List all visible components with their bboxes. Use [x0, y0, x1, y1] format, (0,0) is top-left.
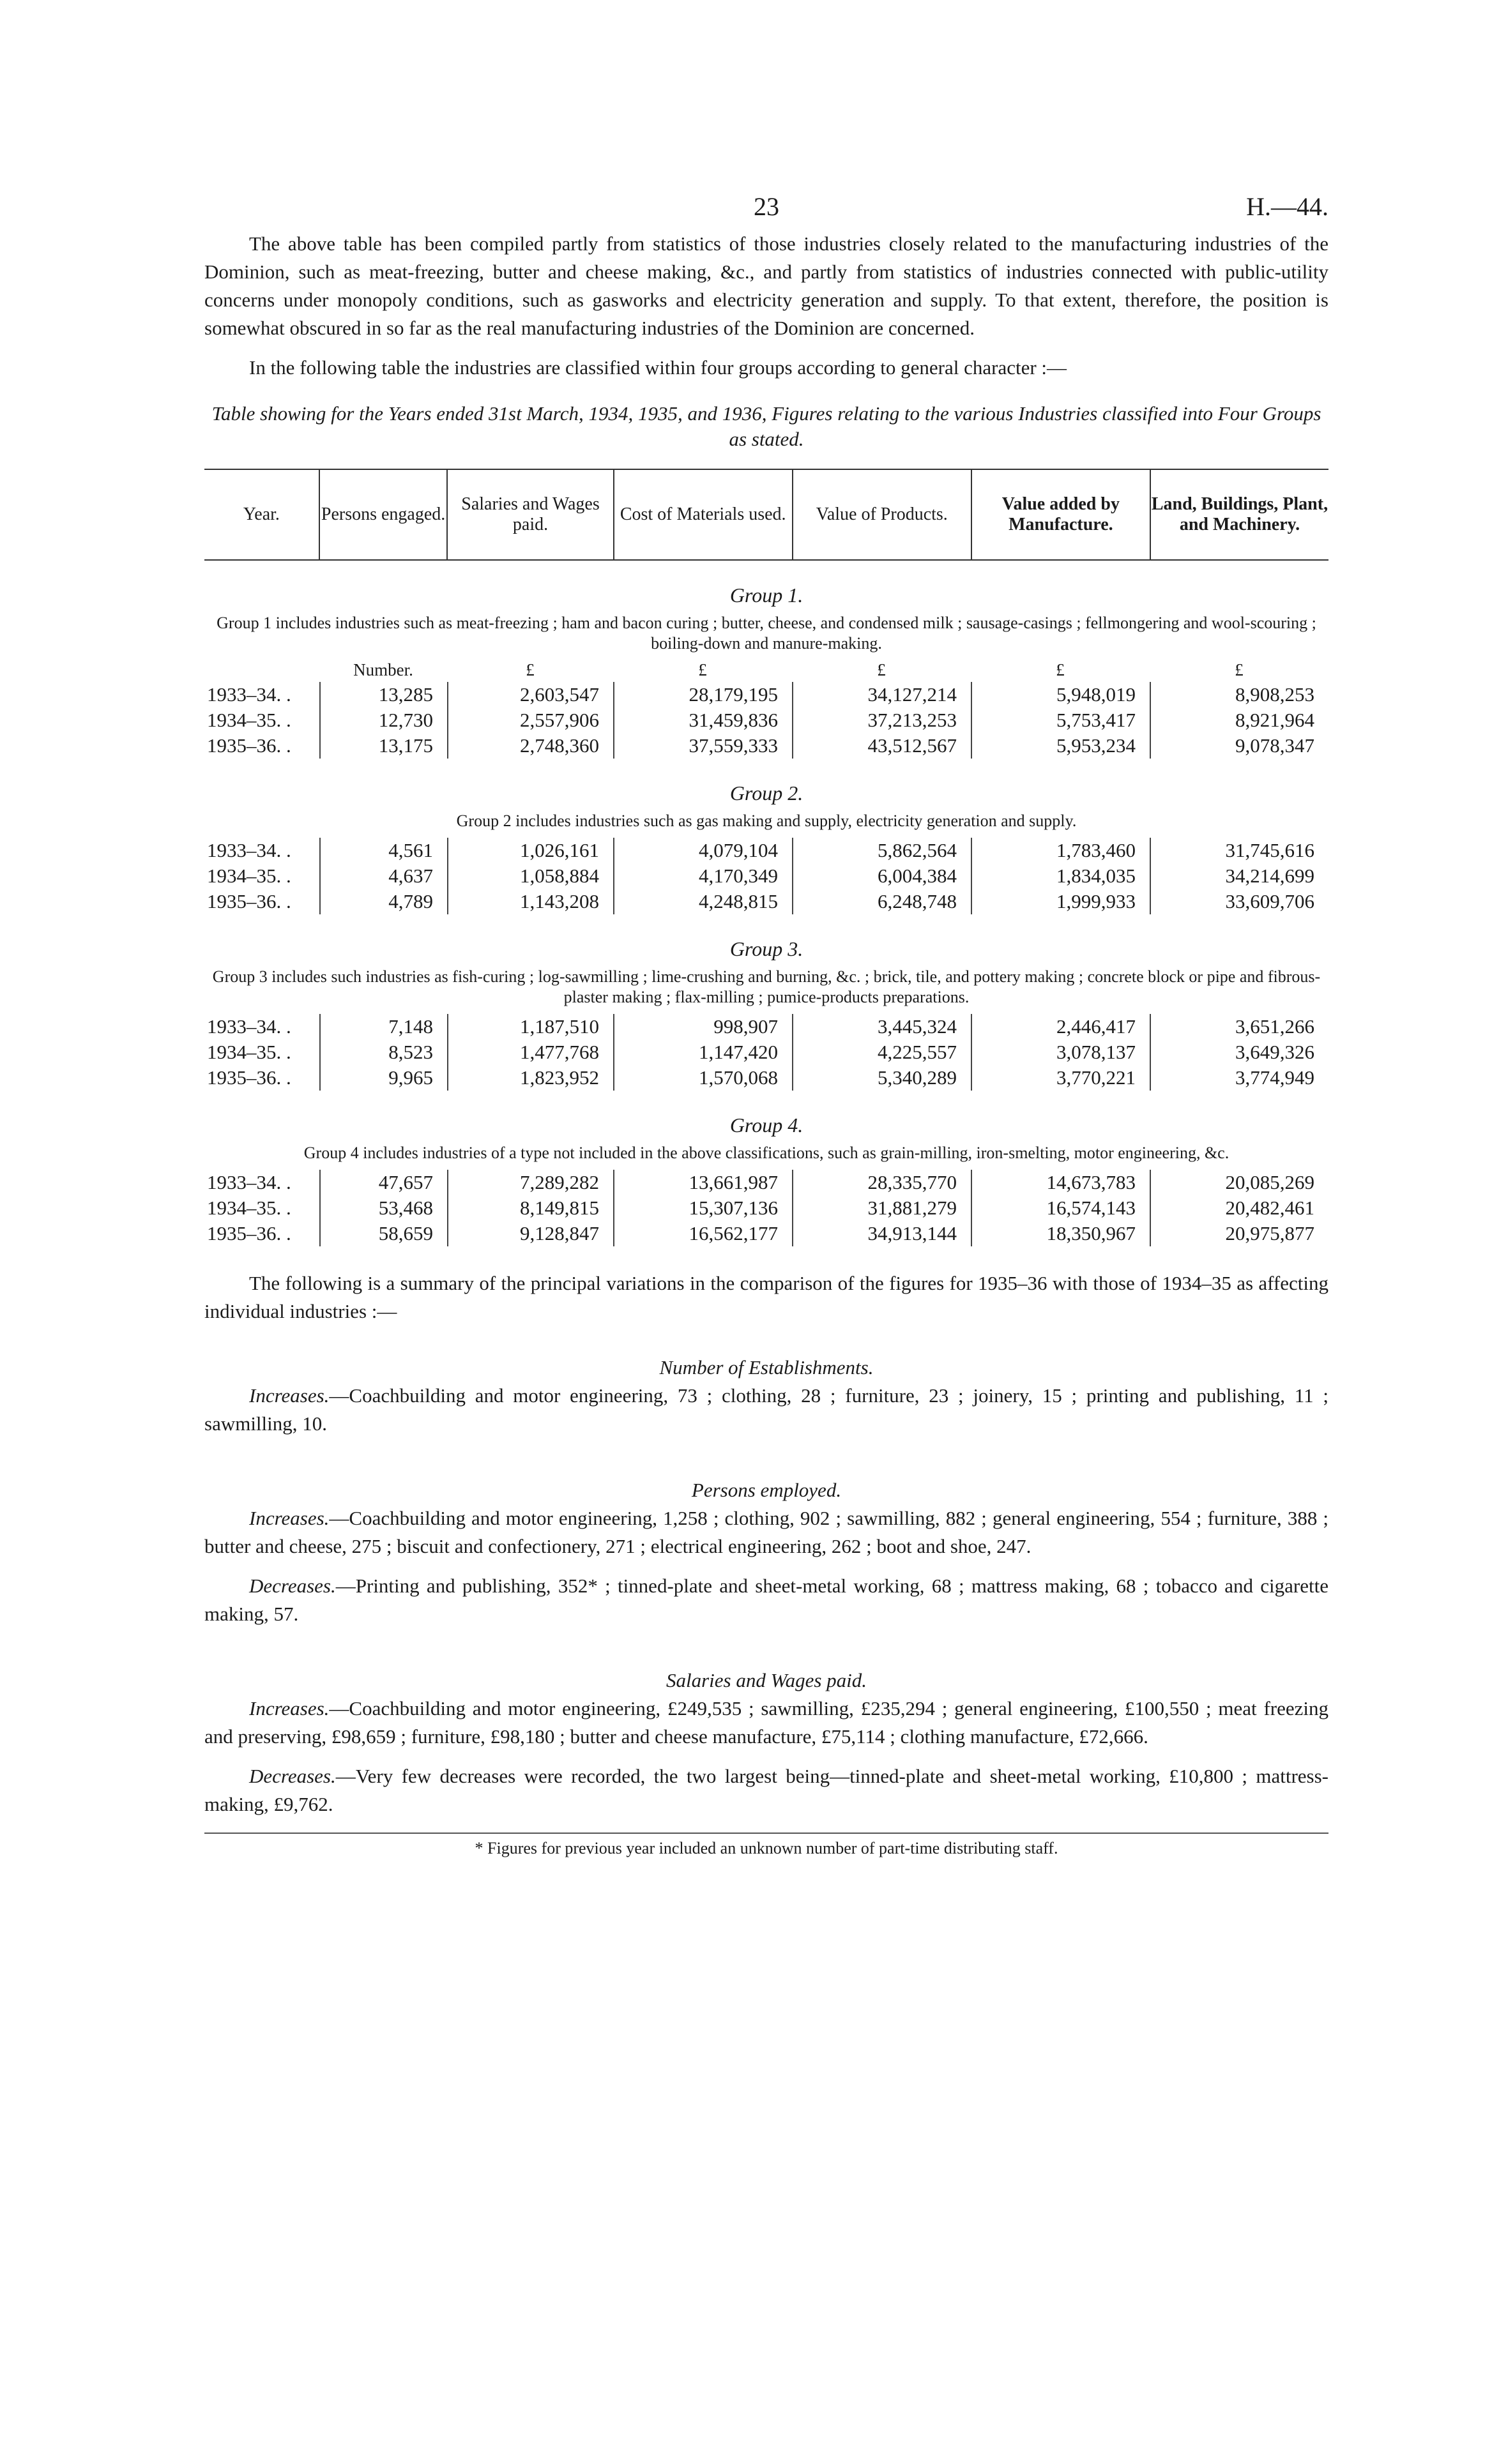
section-title-establishments: Number of Establishments. [659, 1356, 874, 1379]
increases-label: Increases. [249, 1384, 330, 1407]
year-cell: 1935–36. . [207, 1066, 291, 1089]
value-cell: 1,026,161 [447, 838, 613, 863]
unit-label: £ [698, 660, 707, 679]
value-cell: 1,783,460 [971, 838, 1150, 863]
table-row [204, 1065, 1328, 1091]
value-cell: 9,965 [319, 1065, 447, 1091]
value-cell: 28,179,195 [613, 682, 792, 707]
value-cell: 1,058,884 [447, 863, 613, 889]
value-cell: 18,350,967 [971, 1221, 1150, 1246]
value-cell: 1,834,035 [971, 863, 1150, 889]
year-cell: 1933–34. . [207, 683, 291, 706]
group-spacer [204, 831, 1328, 838]
value-cell: 5,862,564 [792, 838, 971, 863]
table-row [204, 733, 1328, 759]
decreases-label: Decreases. [249, 1765, 336, 1787]
group-description: Group 4 includes industries of a type not included in the above classifications, such as grain-milling, iron-smelting, motor engineering, &c. [303, 1144, 1229, 1162]
increases-text: —Coachbuilding and motor engineering, 73 ; clothing, 28 ; furniture, 23 ; joinery, 15 ; printing and publishing, 11 ; sawmilling, 10. [204, 1384, 1328, 1435]
footnote-rule [204, 1833, 1328, 1834]
intro-paragraph-1: The above table has been compiled partly from statistics of those industries closely related to the manufacturing industries of the Dominion, such as meat-freezing, butter and cheese making, &c., and partly from statistics of industries connected with public-utility concerns under monopoly conditions, such as gasworks and electricity generation and supply. To that extent, therefore, the position is somewhat obscured in so far as the real manufacturing industries of the Dominion are concerned. [204, 232, 1328, 339]
value-cell: 37,559,333 [613, 733, 792, 759]
value-cell: 34,127,214 [792, 682, 971, 707]
value-cell: 3,651,266 [1150, 1014, 1328, 1039]
value-cell: 4,789 [319, 889, 447, 914]
increases-label: Increases. [249, 1507, 330, 1529]
value-cell: 4,637 [319, 863, 447, 889]
decreases-label: Decreases. [249, 1575, 336, 1597]
table-row [204, 1039, 1328, 1065]
persons-increases [204, 1504, 1328, 1561]
value-cell: 9,128,847 [447, 1221, 613, 1246]
year-cell: 1934–35. . [207, 865, 291, 887]
group-title: Group 4. [729, 1114, 803, 1137]
group-title: Group 3. [729, 937, 803, 960]
value-cell: 34,214,699 [1150, 863, 1328, 889]
value-cell: 37,213,253 [792, 707, 971, 733]
col-header-persons: Persons engaged. [319, 470, 447, 559]
value-cell: 13,661,987 [613, 1170, 792, 1195]
unit-label: £ [1235, 660, 1244, 679]
value-cell: 1,999,933 [971, 889, 1150, 914]
group-spacer [204, 1163, 1328, 1170]
value-cell: 31,881,279 [792, 1195, 971, 1221]
col-header-year: Year. [243, 504, 280, 524]
value-cell: 2,557,906 [447, 707, 613, 733]
value-cell: 8,921,964 [1150, 707, 1328, 733]
value-cell: 33,609,706 [1150, 889, 1328, 914]
document-reference: H.—44. [1246, 192, 1328, 221]
value-cell: 3,078,137 [971, 1039, 1150, 1065]
col-header-value-added: Value added by Manufacture. [971, 470, 1150, 559]
value-cell: 58,659 [319, 1221, 447, 1246]
col-header-salaries: Salaries and Wages paid. [446, 470, 613, 559]
footnote: * Figures for previous year included an unknown number of part-time distributing staff. [475, 1839, 1058, 1857]
table-row [204, 1170, 1328, 1195]
salaries-decreases [204, 1762, 1328, 1818]
group-description: Group 1 includes industries such as meat-freezing ; ham and bacon curing ; butter, cheese, and condensed milk ; sausage-casings ; fellmongering and wool-scouring ; boiling-down and manure-making. [217, 614, 1316, 653]
group-description: Group 2 includes industries such as gas making and supply, electricity generation and supply. [456, 812, 1077, 830]
unit-label [204, 660, 319, 682]
value-cell: 3,774,949 [1150, 1065, 1328, 1091]
value-cell: 31,745,616 [1150, 838, 1328, 863]
group-title: Group 2. [729, 782, 803, 805]
value-cell: 12,730 [319, 707, 447, 733]
unit-label: £ [526, 660, 535, 679]
value-cell: 20,975,877 [1150, 1221, 1328, 1246]
value-cell: 3,649,326 [1150, 1039, 1328, 1065]
unit-label: £ [1056, 660, 1065, 679]
value-cell: 2,748,360 [447, 733, 613, 759]
increases-label: Increases. [249, 1697, 330, 1720]
value-cell: 6,004,384 [792, 863, 971, 889]
value-cell: 1,143,208 [447, 889, 613, 914]
value-cell: 5,948,019 [971, 682, 1150, 707]
year-cell: 1933–34. . [207, 1171, 291, 1193]
value-cell: 9,078,347 [1150, 733, 1328, 759]
table-row [204, 889, 1328, 914]
value-cell: 13,175 [319, 733, 447, 759]
value-cell: 5,753,417 [971, 707, 1150, 733]
table-column-headers [204, 469, 1328, 561]
value-cell: 8,523 [319, 1039, 447, 1065]
year-cell: 1933–34. . [207, 1015, 291, 1038]
value-cell: 8,908,253 [1150, 682, 1328, 707]
year-cell: 1933–34. . [207, 839, 291, 861]
page-header [204, 192, 1328, 230]
value-cell: 5,953,234 [971, 733, 1150, 759]
value-cell: 28,335,770 [792, 1170, 971, 1195]
intro-paragraph-2: In the following table the industries are classified within four groups according to general character :— [249, 356, 1067, 379]
value-cell: 4,248,815 [613, 889, 792, 914]
value-cell: 7,148 [319, 1014, 447, 1039]
value-cell: 1,147,420 [613, 1039, 792, 1065]
value-cell: 3,770,221 [971, 1065, 1150, 1091]
table-row [204, 1195, 1328, 1221]
value-cell: 3,445,324 [792, 1014, 971, 1039]
value-cell: 1,570,068 [613, 1065, 792, 1091]
col-header-land-buildings: Land, Buildings, Plant, and Machinery. [1150, 470, 1328, 559]
table-row [204, 682, 1328, 707]
value-cell: 7,289,282 [447, 1170, 613, 1195]
year-cell: 1934–35. . [207, 709, 291, 731]
value-cell: 31,459,836 [613, 707, 792, 733]
increases-text: —Coachbuilding and motor engineering, £249,535 ; sawmilling, £235,294 ; general engineering, £100,550 ; meat freezing and preserving, £98,659 ; furniture, £98,180 ; butter and cheese manufacture, £75,114 ; clothing manufacture, £72,666. [204, 1697, 1328, 1748]
value-cell: 20,085,269 [1150, 1170, 1328, 1195]
value-cell: 13,285 [319, 682, 447, 707]
page-number: 23 [754, 192, 779, 221]
summary-intro: The following is a summary of the principal variations in the comparison of the figures for 1935–36 with those of 1934–35 as affecting individual industries :— [204, 1272, 1328, 1322]
value-cell: 2,603,547 [447, 682, 613, 707]
value-cell: 16,562,177 [613, 1221, 792, 1246]
value-cell: 4,079,104 [613, 838, 792, 863]
table-row [204, 1221, 1328, 1246]
value-cell: 20,482,461 [1150, 1195, 1328, 1221]
value-cell: 8,149,815 [447, 1195, 613, 1221]
section-title-salaries: Salaries and Wages paid. [666, 1669, 867, 1691]
year-cell: 1935–36. . [207, 890, 291, 912]
value-cell: 34,913,144 [792, 1221, 971, 1246]
table-row [204, 1014, 1328, 1039]
group-description: Group 3 includes such industries as fish-curing ; log-sawmilling ; lime-crushing and burning, &c. ; brick, tile, and pottery making ; concrete block or pipe and fibrous-plaster making ; flax-milling ; pumice-products preparations. [212, 967, 1321, 1006]
establishments-increases [204, 1382, 1328, 1438]
table-row [204, 838, 1328, 863]
value-cell: 4,225,557 [792, 1039, 971, 1065]
table-row [204, 707, 1328, 733]
value-cell: 47,657 [319, 1170, 447, 1195]
persons-decreases [204, 1572, 1328, 1628]
value-cell: 53,468 [319, 1195, 447, 1221]
value-cell: 4,561 [319, 838, 447, 863]
value-cell: 1,823,952 [447, 1065, 613, 1091]
value-cell: 1,187,510 [447, 1014, 613, 1039]
unit-label: £ [877, 660, 886, 679]
col-header-materials: Cost of Materials used. [613, 470, 792, 559]
value-cell: 4,170,349 [613, 863, 792, 889]
document-page [204, 192, 1328, 1858]
year-cell: 1934–35. . [207, 1041, 291, 1063]
section-title-persons: Persons employed. [691, 1479, 842, 1501]
value-cell: 16,574,143 [971, 1195, 1150, 1221]
value-cell: 15,307,136 [613, 1195, 792, 1221]
decreases-text: —Printing and publishing, 352* ; tinned-plate and sheet-metal working, 68 ; mattress making, 68 ; tobacco and cigarette making, 57. [204, 1575, 1328, 1625]
year-cell: 1935–36. . [207, 734, 291, 757]
table-groups [204, 582, 1328, 1246]
col-header-products: Value of Products. [792, 470, 971, 559]
value-cell: 1,477,768 [447, 1039, 613, 1065]
year-cell: 1934–35. . [207, 1197, 291, 1219]
units-row [204, 660, 1328, 682]
year-cell: 1935–36. . [207, 1222, 291, 1244]
salaries-increases [204, 1695, 1328, 1751]
value-cell: 6,248,748 [792, 889, 971, 914]
value-cell: 14,673,783 [971, 1170, 1150, 1195]
table-caption: Table showing for the Years ended 31st March, 1934, 1935, and 1936, Figures relating to the various Industries classified into Four Groups as stated. [211, 402, 1321, 450]
unit-label: Number. [353, 660, 413, 679]
value-cell: 2,446,417 [971, 1014, 1150, 1039]
value-cell: 5,340,289 [792, 1065, 971, 1091]
value-cell: 43,512,567 [792, 733, 971, 759]
increases-text: —Coachbuilding and motor engineering, 1,258 ; clothing, 902 ; sawmilling, 882 ; general engineering, 554 ; furniture, 388 ; butter and cheese, 275 ; biscuit and confectionery, 271 ; electrical engineering, 262 ; boot and shoe, 247. [204, 1507, 1328, 1557]
group-spacer [204, 1008, 1328, 1014]
table-row [204, 863, 1328, 889]
decreases-text: —Very few decreases were recorded, the two largest being—tinned-plate and sheet-metal working, £10,800 ; mattress-making, £9,762. [204, 1765, 1328, 1815]
group-title: Group 1. [729, 584, 803, 607]
value-cell: 998,907 [613, 1014, 792, 1039]
